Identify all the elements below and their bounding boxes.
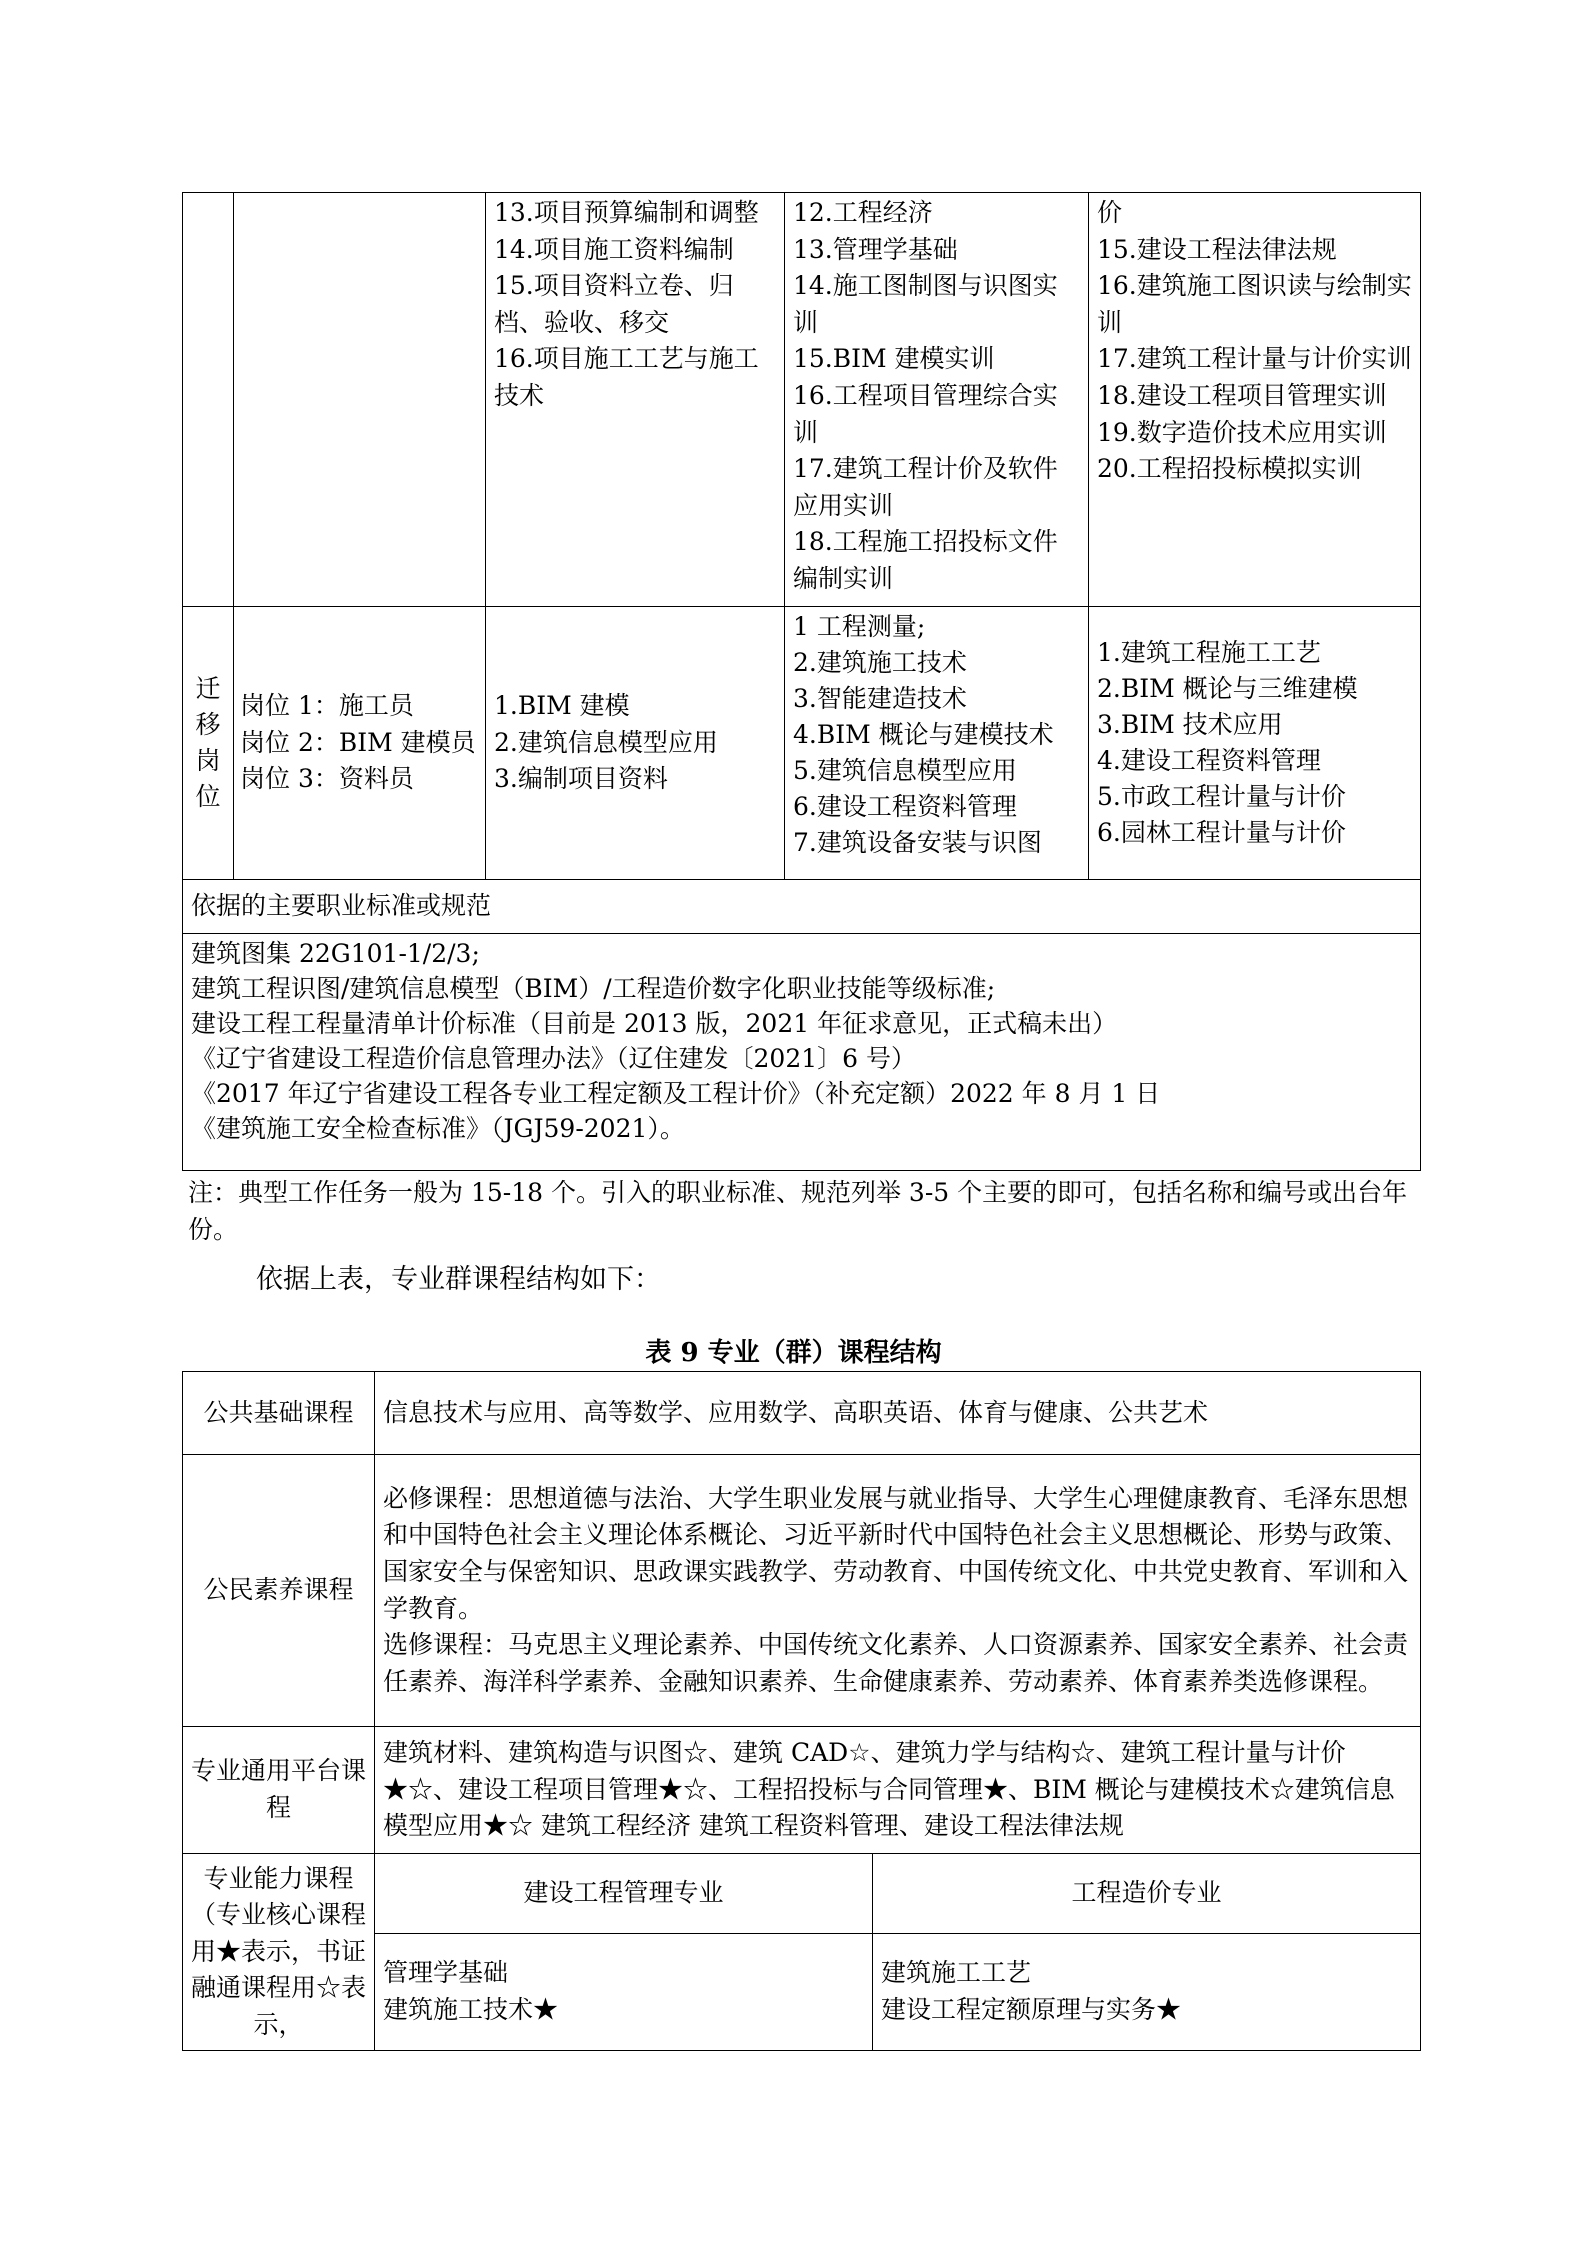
table-row	[183, 880, 1421, 934]
positions-list	[234, 607, 486, 880]
standards-header: 依据的主要职业标准或规范	[183, 880, 1421, 934]
row-content: 建筑材料、建筑构造与识图☆、建筑 CAD☆、建筑力学与结构☆、建筑工程计量与计价★☆、建设工程项目管理★☆、工程招投标与合同管理★、BIM 概论与建模技术☆建筑信息模型应用★☆ 建筑工程经济 建筑工程资料管理、建设工程法律法规	[375, 1727, 1421, 1854]
tasks-list	[486, 607, 785, 880]
list-item: 2.建筑施工技术	[793, 648, 967, 677]
list-item: 岗位 2：BIM 建模员	[240, 727, 476, 757]
list-item: 5.市政工程计量与计价	[1097, 782, 1346, 811]
list-item: 2.建筑信息模型应用	[494, 727, 718, 757]
list-item: 18.建设工程项目管理实训	[1097, 380, 1387, 410]
table-caption: 表 9 专业（群）课程结构	[645, 1338, 942, 1368]
row-label: 公共基础课程	[183, 1372, 375, 1455]
list-item: 7.建筑设备安装与识图	[793, 828, 1042, 857]
table-note: 注：典型工作任务一般为 15-18 个。引入的职业标准、规范列举 3-5 个主要的即可，包括名称和编号或出台年份。	[188, 1178, 1408, 1244]
courses-a-list	[785, 607, 1089, 880]
list-item: 价	[1097, 198, 1123, 227]
list-item: 17.建筑工程计量与计价实训	[1097, 344, 1412, 374]
major-header: 工程造价专业	[873, 1854, 1421, 1934]
list-item: 15.建设工程法律法规	[1097, 234, 1337, 264]
course-structure-table	[182, 1371, 1421, 2051]
required-courses: 必修课程：思想道德与法治、大学生职业发展与就业指导、大学生心理健康教育、毛泽东思想和中国特色社会主义理论体系概论、习近平新时代中国特色社会主义思想概论、形势与政策、国家安全与保密知识、思政课实践教学、劳动教育、中国传统文化、中共党史教育、军训和入学教育。	[383, 1483, 1409, 1623]
table-row	[183, 934, 1421, 1171]
major-a-courses	[375, 1934, 873, 2051]
list-item: 管理学基础	[383, 1958, 509, 1988]
cell-empty	[183, 193, 234, 607]
list-item: 建筑施工工艺	[881, 1958, 1032, 1988]
list-item: 4.建设工程资料管理	[1097, 746, 1321, 775]
list-item: 建筑工程识图/建筑信息模型（BIM）/工程造价数字化职业技能等级标准;	[191, 974, 996, 1003]
cell-empty	[234, 193, 486, 607]
list-item: 岗位 1：施工员	[240, 691, 414, 721]
task-list	[486, 193, 785, 607]
list-item: 5.建筑信息模型应用	[793, 756, 1017, 785]
list-item: 岗位 3：资料员	[240, 764, 414, 794]
table-row	[183, 607, 1421, 880]
list-item: 《辽宁省建设工程造价信息管理办法》（辽住建发〔2021〕6 号）	[191, 1044, 916, 1073]
transfer-label: 迁移岗位	[195, 674, 221, 811]
transfer-label-cell	[183, 607, 234, 880]
list-item: 17.建筑工程计价及软件应用实训	[793, 454, 1058, 520]
list-item: 13.管理学基础	[793, 234, 958, 264]
list-item: 16.项目施工工艺与施工技术	[494, 344, 759, 410]
list-item: 16.工程项目管理综合实训	[793, 380, 1058, 447]
elective-courses: 选修课程：马克思主义理论素养、中国传统文化素养、人口资源素养、国家安全素养、社会责任素养、海洋科学素养、金融知识素养、生命健康素养、劳动素养、体育素养类选修课程。	[383, 1630, 1409, 1696]
table-row	[183, 1455, 1421, 1727]
table-row	[183, 1854, 1421, 1934]
table-row	[183, 1372, 1421, 1455]
major-header: 建设工程管理专业	[375, 1854, 873, 1934]
occupation-table	[182, 192, 1421, 1171]
list-item: 2.BIM 概论与三维建模	[1097, 674, 1358, 703]
table-row	[183, 1727, 1421, 1854]
list-item: 建筑施工技术★	[383, 1995, 559, 2024]
list-item: 1.建筑工程施工工艺	[1097, 638, 1321, 667]
list-item: 6.建设工程资料管理	[793, 792, 1017, 821]
list-item: 建设工程工程量清单计价标准（目前是 2013 版，2021 年征求意见，正式稿未出）	[191, 1009, 1118, 1038]
row-label: 专业通用平台课程	[183, 1727, 375, 1854]
list-item: 20.工程招投标模拟实训	[1097, 454, 1362, 484]
list-item: 1.BIM 建模	[494, 691, 630, 721]
list-item: 12.工程经济	[793, 198, 933, 227]
row-content: 信息技术与应用、高等数学、应用数学、高职英语、体育与健康、公共艺术	[375, 1372, 1421, 1455]
list-item: 《2017 年辽宁省建设工程各专业工程定额及工程计价》（补充定额）2022 年 8 月 1 日	[191, 1079, 1161, 1108]
major-b-courses	[873, 1934, 1421, 2051]
body-paragraph: 依据上表，专业群课程结构如下：	[256, 1264, 661, 1295]
row-label: 公民素养课程	[183, 1455, 375, 1727]
list-item: 建筑图集 22G101-1/2/3;	[191, 939, 480, 968]
list-item: 3.编制项目资料	[494, 764, 668, 794]
table-row	[183, 193, 1421, 607]
list-item: 3.BIM 技术应用	[1097, 710, 1283, 739]
list-item: 14.施工图制图与识图实训	[793, 271, 1058, 337]
list-item: 14.项目施工资料编制	[494, 234, 734, 264]
row-content	[375, 1455, 1421, 1727]
list-item: 19.数字造价技术应用实训	[1097, 417, 1387, 447]
list-item: 16.建筑施工图识读与绘制实训	[1097, 271, 1412, 337]
list-item: 18.工程施工招投标文件编制实训	[793, 527, 1058, 593]
list-item: 15.项目资料立卷、归档、验收、移交	[494, 271, 734, 337]
list-item: 建设工程定额原理与实务★	[881, 1995, 1182, 2024]
course-list	[785, 193, 1089, 607]
list-item: 6.园林工程计量与计价	[1097, 818, 1346, 847]
standards-list	[183, 934, 1421, 1171]
list-item: 13.项目预算编制和调整	[494, 198, 759, 227]
list-item: 1 工程测量;	[793, 612, 926, 641]
course-list	[1089, 193, 1421, 607]
list-item: 15.BIM 建模实训	[793, 344, 995, 374]
list-item: 3.智能建造技术	[793, 684, 967, 713]
list-item: 《建筑施工安全检查标准》（JGJ59-2021）。	[191, 1114, 685, 1143]
list-item: 4.BIM 概论与建模技术	[793, 720, 1054, 749]
courses-b-list	[1089, 607, 1421, 880]
row-label: 专业能力课程（专业核心课程用★表示，书证融通课程用☆表示，	[183, 1854, 375, 2051]
